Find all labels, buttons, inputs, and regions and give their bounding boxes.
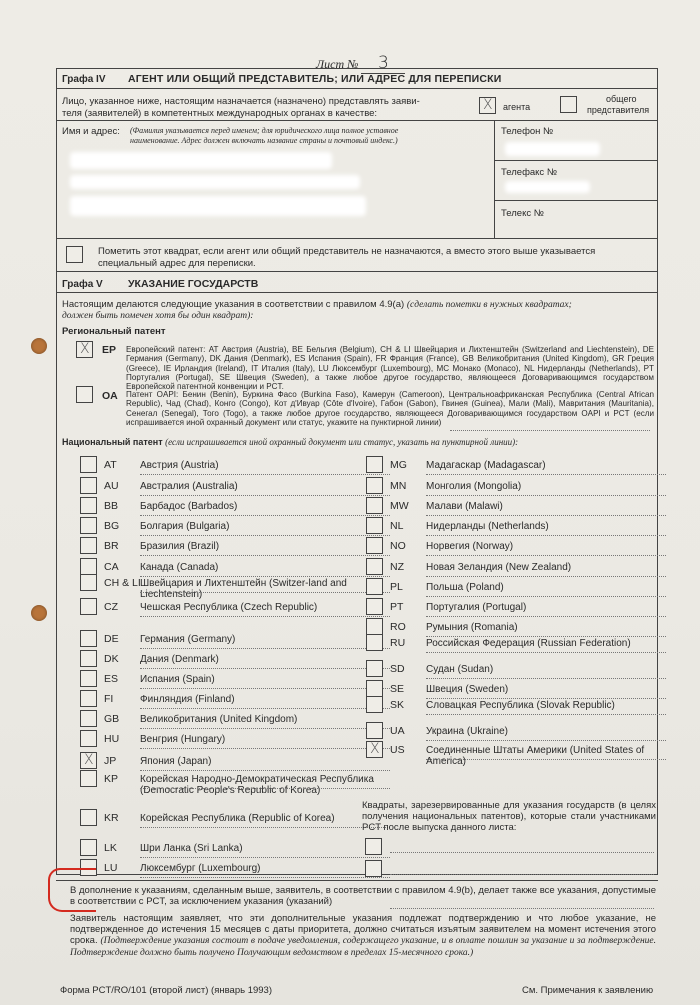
country-checkbox-au[interactable] <box>80 477 97 494</box>
country-dotted-line <box>426 474 666 475</box>
country-checkbox-ru[interactable] <box>366 634 383 651</box>
country-name: Канада (Canada) <box>140 562 219 573</box>
country-name: Румыния (Romania) <box>426 622 518 633</box>
country-dotted-line <box>140 535 390 536</box>
country-dotted-line <box>140 708 390 709</box>
country-code: KP <box>104 773 119 785</box>
country-checkbox-kr[interactable] <box>80 809 97 826</box>
country-name: Корейская Народно-Демократическая Республика (Democratic People's Republic of Korea) <box>140 774 374 796</box>
agent-label: агента <box>503 102 531 112</box>
country-code: BG <box>104 520 120 532</box>
special-address-text-1: Пометить этот квадрат, если агент или общий представитель не назначаются, а вместо этого выше указывается <box>98 246 596 257</box>
country-name: Российская Федерация (Russian Federation) <box>426 638 631 649</box>
common-rep-label-1: общего <box>606 94 637 104</box>
special-address-checkbox[interactable] <box>66 246 83 263</box>
country-code: SK <box>390 699 405 711</box>
country-checkbox-sk[interactable] <box>366 696 383 713</box>
country-checkbox-ro[interactable] <box>366 618 383 635</box>
country-code: BB <box>104 500 119 512</box>
country-checkbox-at[interactable] <box>80 456 97 473</box>
country-code: PT <box>390 601 404 613</box>
country-code: HU <box>104 733 120 745</box>
country-checkbox-us[interactable] <box>366 741 383 758</box>
country-code: LU <box>104 862 118 874</box>
country-dotted-line <box>140 616 390 617</box>
country-name: Малави (Malawi) <box>426 501 503 512</box>
country-dotted-line <box>140 668 390 669</box>
country-name: Судан (Sudan) <box>426 664 494 675</box>
country-dotted-line <box>140 877 390 878</box>
country-code: BR <box>104 540 119 552</box>
country-code: JP <box>104 755 117 767</box>
country-checkbox-gb[interactable] <box>80 710 97 727</box>
country-dotted-line <box>140 495 390 496</box>
telex-label: Телекс № <box>501 208 544 219</box>
country-code: PL <box>390 581 403 593</box>
country-name: Венгрия (Hungary) <box>140 734 226 745</box>
country-dotted-line <box>426 636 666 637</box>
common-rep-checkbox[interactable] <box>560 96 577 113</box>
country-code: MG <box>390 459 407 471</box>
appoint-text-2: теля (заявителей) в компетентных международных органах в качестве: <box>62 108 378 119</box>
country-name: Дания (Denmark) <box>140 654 219 665</box>
country-dotted-line <box>140 474 390 475</box>
box5-intro-1: Настоящим делаются следующие указания в соответствии с правилом 4.9(a) (сделать пометки в нужных квадратах; <box>62 299 572 310</box>
country-dotted-line <box>140 748 390 749</box>
country-dotted-line <box>140 827 390 828</box>
country-code: FI <box>104 693 114 705</box>
country-code: UA <box>390 725 405 737</box>
country-checkbox-de[interactable] <box>80 630 97 647</box>
phone-label: Телефон № <box>501 126 554 137</box>
country-name: Новая Зеландия (New Zealand) <box>426 562 572 573</box>
country-checkbox-sd[interactable] <box>366 660 383 677</box>
country-name: Чешская Республика (Czech Republic) <box>140 602 318 613</box>
country-name: Монголия (Mongolia) <box>426 481 522 492</box>
country-code: KR <box>104 812 119 824</box>
country-name: Люксембург (Luxembourg) <box>140 863 261 874</box>
country-code: DE <box>104 633 119 645</box>
country-checkbox-kp[interactable] <box>80 770 97 787</box>
box5-title: УКАЗАНИЕ ГОСУДАРСТВ <box>128 278 259 290</box>
country-name: Финляндия (Finland) <box>140 694 235 705</box>
country-name: Великобритания (United Kingdom) <box>140 714 298 725</box>
country-checkbox-cz[interactable] <box>80 598 97 615</box>
country-checkbox-bg[interactable] <box>80 517 97 534</box>
country-dotted-line <box>140 555 390 556</box>
redacted-address-line-2 <box>70 175 360 189</box>
punch-hole-bottom <box>31 605 47 621</box>
country-code: NL <box>390 520 404 532</box>
reserved-boxes-text: Квадраты, зарезервированные для указания государств (в целях получения национальных патентов), которые стали участниками PCT после выпуска данного листа: <box>362 800 656 834</box>
special-address-text-2: специальный адрес для переписки. <box>98 258 256 269</box>
country-name: Япония (Japan) <box>140 756 212 767</box>
fax-label: Телефакс № <box>501 167 558 178</box>
country-dotted-line <box>426 759 666 760</box>
redacted-address-line-3 <box>70 196 366 216</box>
country-code: CH & LI <box>104 577 141 589</box>
country-name: Швеция (Sweden) <box>426 684 509 695</box>
country-code: SD <box>390 663 405 675</box>
country-checkbox-nz[interactable] <box>366 558 383 575</box>
country-name: Польша (Poland) <box>426 582 504 593</box>
country-name: Португалия (Portugal) <box>426 602 527 613</box>
country-code: MN <box>390 480 407 492</box>
country-checkbox-mn[interactable] <box>366 477 383 494</box>
country-dotted-line <box>426 535 666 536</box>
country-code: NZ <box>390 561 404 573</box>
country-name: Нидерланды (Netherlands) <box>426 521 549 532</box>
country-name: Шри Ланка (Sri Lanka) <box>140 843 243 854</box>
country-code: GB <box>104 713 120 725</box>
country-code: SE <box>390 683 405 695</box>
country-checkbox-br[interactable] <box>80 537 97 554</box>
redacted-address-line-1 <box>70 152 332 169</box>
country-dotted-line <box>426 515 666 516</box>
appoint-text-1: Лицо, указанное ниже, настоящим назначается (назначено) представлять заяви- <box>62 96 420 107</box>
country-code: CZ <box>104 601 118 613</box>
oa-checkbox[interactable] <box>76 386 93 403</box>
country-code: AT <box>104 459 117 471</box>
confirmation-text: Заявитель настоящим заявляет, что эти дополнительные указания подлежат подтверждению и что любое указание, не подтвержденное до истечения 15 месяцев с даты приоритета, должно считаться изъятым заявителем на момент истечения этого срока. (Подтверждение указания состоит в подаче уведомления, содержащего указание, и в оплате пошлин за указание и за подтверждение. Подтверждение должно быть получено Получающим ведомством в пределах 15-месячного срока.) <box>70 913 656 959</box>
country-checkbox-jp[interactable] <box>80 752 97 769</box>
country-checkbox-pl[interactable] <box>366 578 383 595</box>
country-dotted-line <box>426 740 666 741</box>
agent-checkbox[interactable] <box>479 97 496 114</box>
country-checkbox-se[interactable] <box>366 680 383 697</box>
country-dotted-line <box>426 698 666 699</box>
country-dotted-line <box>140 648 390 649</box>
country-dotted-line <box>426 652 666 653</box>
country-name: Германия (Germany) <box>140 634 236 645</box>
country-checkbox-no[interactable] <box>366 537 383 554</box>
country-checkbox-dk[interactable] <box>80 650 97 667</box>
regional-label: Региональный патент <box>62 326 166 337</box>
country-dotted-line <box>140 770 390 771</box>
ep-checkbox[interactable] <box>76 341 93 358</box>
box4-label: Графа IV <box>62 74 106 85</box>
country-code: LK <box>104 842 117 854</box>
country-code: AU <box>104 480 119 492</box>
country-code: DK <box>104 653 119 665</box>
common-rep-label-2: представителя <box>587 105 650 115</box>
country-checkbox-mw[interactable] <box>366 497 383 514</box>
country-name: Австрия (Austria) <box>140 460 219 471</box>
country-checkbox-ua[interactable] <box>366 722 383 739</box>
country-code: RO <box>390 621 406 633</box>
country-dotted-line <box>140 788 390 789</box>
country-dotted-line <box>426 714 666 715</box>
redacted-phone <box>505 142 600 156</box>
ep-code: EP <box>102 344 117 356</box>
country-code: CA <box>104 561 119 573</box>
ep-text: Европейский патент: AT Австрия (Austria), BE Бельгия (Belgium), CH & LI Швейцария и Лихтенштейн (Switzerland and Liechtenstein), DE Германия (Germany), DK Дания (Denmark), ES Испания (Spain), FR Франция (France), GB Великобритания (United Kingdom), GR Греция (Greece), IE Ирландия (Ireland), IT Италия (Italy), LU Люксембург (Luxembourg), MC Монако (Monaco), NL Нидерланды (Netherlands), PT Португалия (Portugal), SE Швеция (Sweden), а также любое другое государство, являющееся Договаривающимся государством Европейской патентной конвенции и PCT. <box>126 345 654 392</box>
country-dotted-line <box>140 592 390 593</box>
red-hand-mark <box>48 868 96 912</box>
country-name: Барбадос (Barbados) <box>140 501 238 512</box>
country-code: US <box>390 744 405 756</box>
country-checkbox-hu[interactable] <box>80 730 97 747</box>
oa-code: OA <box>102 390 118 402</box>
oa-text: Патент OAPI: Бенин (Benin), Буркина Фасо (Burkina Faso), Камерун (Cameroon), Центральноафриканская Республика (Central African Republic), Чад (Chad), Конго (Congo), Кот д'Ивуар (Côte d'Ivoire), Габон (Gabon), Гвинея (Guinea), Мали (Mali), Мавритания (Mauritania), Сенегал (Senegal), Того (Togo), а также любое другое государство, являющееся Договаривающимся государством OAPI и PCT (если испрашивается иной охранный документ или статус, укажите на пунктирной линии) <box>126 390 654 427</box>
country-dotted-line <box>426 596 666 597</box>
box4-title: АГЕНТ ИЛИ ОБЩИЙ ПРЕДСТАВИТЕЛЬ; ИЛИ АДРЕС ДЛЯ ПЕРЕПИСКИ <box>128 73 502 85</box>
country-name: Болгария (Bulgaria) <box>140 521 230 532</box>
additional-designations-text: В дополнение к указаниям, сделанным выше, заявитель, в соответствии с правилом 4.9(b), делает также все указания, допустимые в соответствии с PCT, за исключением указания (указаний) <box>70 885 656 908</box>
country-dotted-line <box>140 688 390 689</box>
country-checkbox-nl[interactable] <box>366 517 383 534</box>
name-hint-1: (Фамилия указывается перед именем; для юридического лица полное уставное <box>130 126 399 135</box>
country-name: Мадагаскар (Madagascar) <box>426 460 546 471</box>
country-dotted-line <box>140 857 390 858</box>
country-dotted-line <box>140 728 390 729</box>
name-hint-2: наименование. Адрес должен включать название страны и почтовый индекс.) <box>130 136 398 145</box>
sheet-number[interactable]: 3 <box>361 53 405 74</box>
country-name: Швейцария и Лихтенштейн (Switzer-land and Liechtenstein) <box>140 578 347 600</box>
country-checkbox-es[interactable] <box>80 670 97 687</box>
country-dotted-line <box>426 678 666 679</box>
country-dotted-line <box>140 576 390 577</box>
country-dotted-line <box>426 616 666 617</box>
country-checkbox-pt[interactable] <box>366 598 383 615</box>
redacted-fax <box>505 181 590 193</box>
country-dotted-line <box>140 515 390 516</box>
country-dotted-line <box>426 555 666 556</box>
country-code: ES <box>104 673 119 685</box>
country-checkbox-mg[interactable] <box>366 456 383 473</box>
country-name: Корейская Республика (Republic of Korea) <box>140 813 335 824</box>
reserved-checkbox-1[interactable] <box>365 838 382 855</box>
national-line: Национальный патент (если испрашивается иной охранный документ или статус, указать на пунктирной линии): <box>62 437 519 447</box>
sheet-label: Лист № <box>316 57 359 71</box>
form-id: Форма PCT/RO/101 (второй лист) (январь 1993) <box>60 985 273 996</box>
country-name: Словацкая Республика (Slovak Republic) <box>426 700 615 711</box>
country-name: Украина (Ukraine) <box>426 726 508 737</box>
box5-intro-2: должен быть помечен хотя бы один квадрат): <box>62 311 254 321</box>
country-checkbox-lk[interactable] <box>80 839 97 856</box>
country-checkbox-bb[interactable] <box>80 497 97 514</box>
country-checkbox-fi[interactable] <box>80 690 97 707</box>
see-notes: См. Примечания к заявлению <box>522 985 654 996</box>
country-code: NO <box>390 540 406 552</box>
country-name: Бразилия (Brazil) <box>140 541 220 552</box>
country-dotted-line <box>426 576 666 577</box>
country-checkbox-ca[interactable] <box>80 558 97 575</box>
country-checkbox-chli[interactable] <box>80 574 97 591</box>
country-code: RU <box>390 637 406 649</box>
name-label: Имя и адрес: <box>62 126 120 137</box>
country-name: Норвегия (Norway) <box>426 541 514 552</box>
country-dotted-line <box>426 495 666 496</box>
punch-hole-top <box>31 338 47 354</box>
country-name: Соединенные Штаты Америки (United States of America) <box>426 745 645 767</box>
box5-label: Графа V <box>62 279 103 290</box>
country-name: Австралия (Australia) <box>140 481 238 492</box>
country-name: Испания (Spain) <box>140 674 215 685</box>
reserved-checkbox-2[interactable] <box>365 860 382 877</box>
country-code: MW <box>390 500 409 512</box>
